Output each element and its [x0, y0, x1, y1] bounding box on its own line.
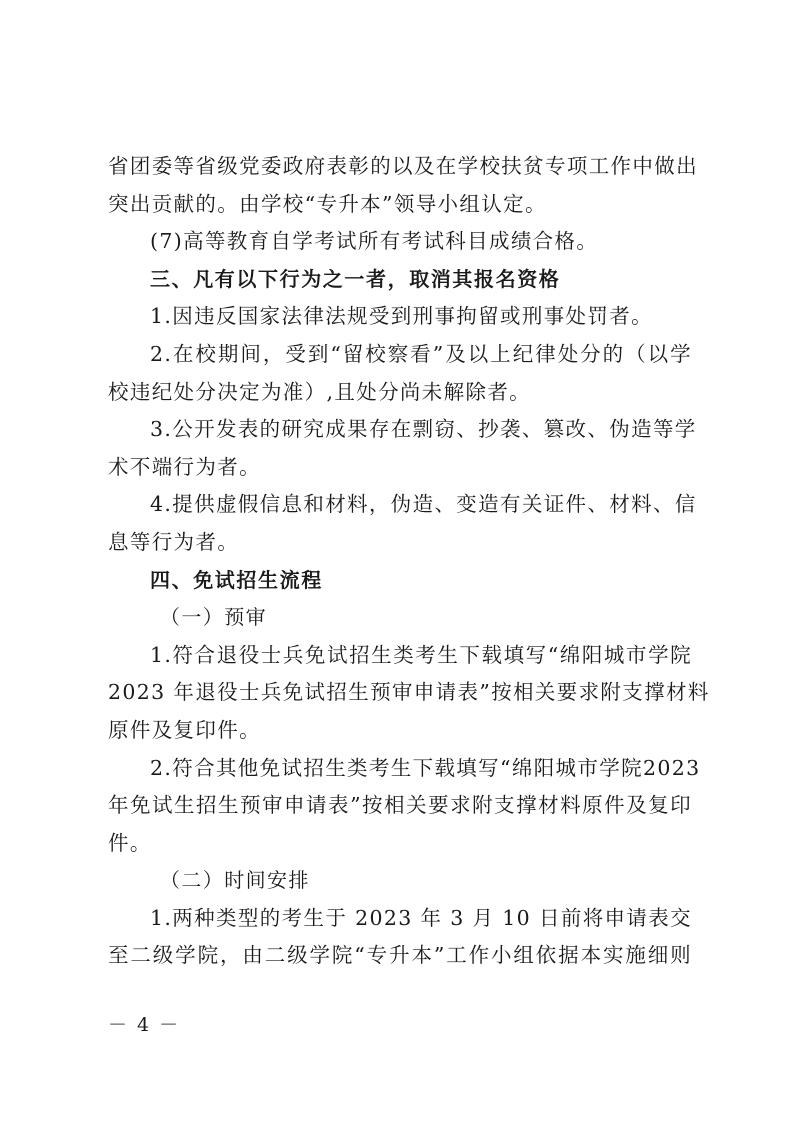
- paragraph-line: 1.符合退役士兵免试招生类考生下载填写“绵阳城市学院: [150, 642, 692, 667]
- subsection-heading-schedule: （二）时间安排: [160, 868, 310, 893]
- paragraph-line: 省团委等省级党委政府表彰的以及在学校扶贫专项工作中做出: [108, 154, 698, 178]
- paragraph-line: 原件及复印件。: [108, 717, 261, 742]
- paragraph-line: (7)高等教育自学考试所有考试科目成绩合格。: [150, 229, 599, 254]
- paragraph-line: 术不端行为者。: [108, 454, 261, 479]
- paragraph-line: 息等行为者。: [108, 529, 240, 554]
- paragraph-line: 校违纪处分决定为准）,且处分尚未解除者。: [108, 379, 532, 404]
- paragraph-line: 1.因违反国家法律法规受到刑事拘留或刑事处罚者。: [150, 304, 653, 329]
- paragraph-line: 至二级学院，由二级学院“专升本”工作小组依据本实施细则: [108, 943, 692, 968]
- paragraph-line: 件。: [108, 830, 152, 855]
- section-heading-4: 四、免试招生流程: [150, 567, 323, 592]
- paragraph-line: 2.在校期间，受到“留校察看”及以上纪律处分的（以学: [150, 341, 692, 366]
- paragraph-line: 2023 年退役士兵免试招生预审申请表”按相关要求附支撑材料: [108, 680, 710, 705]
- page-number: － 4 －: [108, 1014, 181, 1036]
- paragraph-line: 4.提供虚假信息和材料，伪造、变造有关证件、材料、信: [150, 492, 697, 517]
- paragraph-line: 突出贡献的。由学校“专升本”领导小组认定。: [108, 191, 547, 216]
- document-body: [108, 148, 710, 975]
- paragraph-line: 1.两种类型的考生于 2023 年 3 月 10 日前将申请表交: [150, 905, 692, 930]
- section-heading-3: 三、凡有以下行为之一者，取消其报名资格: [150, 266, 561, 291]
- subsection-heading-pre-review: （一）预审: [160, 605, 267, 630]
- paragraph-line: 2.符合其他免试招生类考生下载填写“绵阳城市学院2023: [150, 755, 701, 780]
- paragraph-line: 年免试生招生预审申请表”按相关要求附支撑材料原件及复印: [108, 793, 692, 818]
- paragraph-line: 3.公开发表的研究成果存在剽窃、抄袭、篡改、伪造等学: [150, 417, 697, 442]
